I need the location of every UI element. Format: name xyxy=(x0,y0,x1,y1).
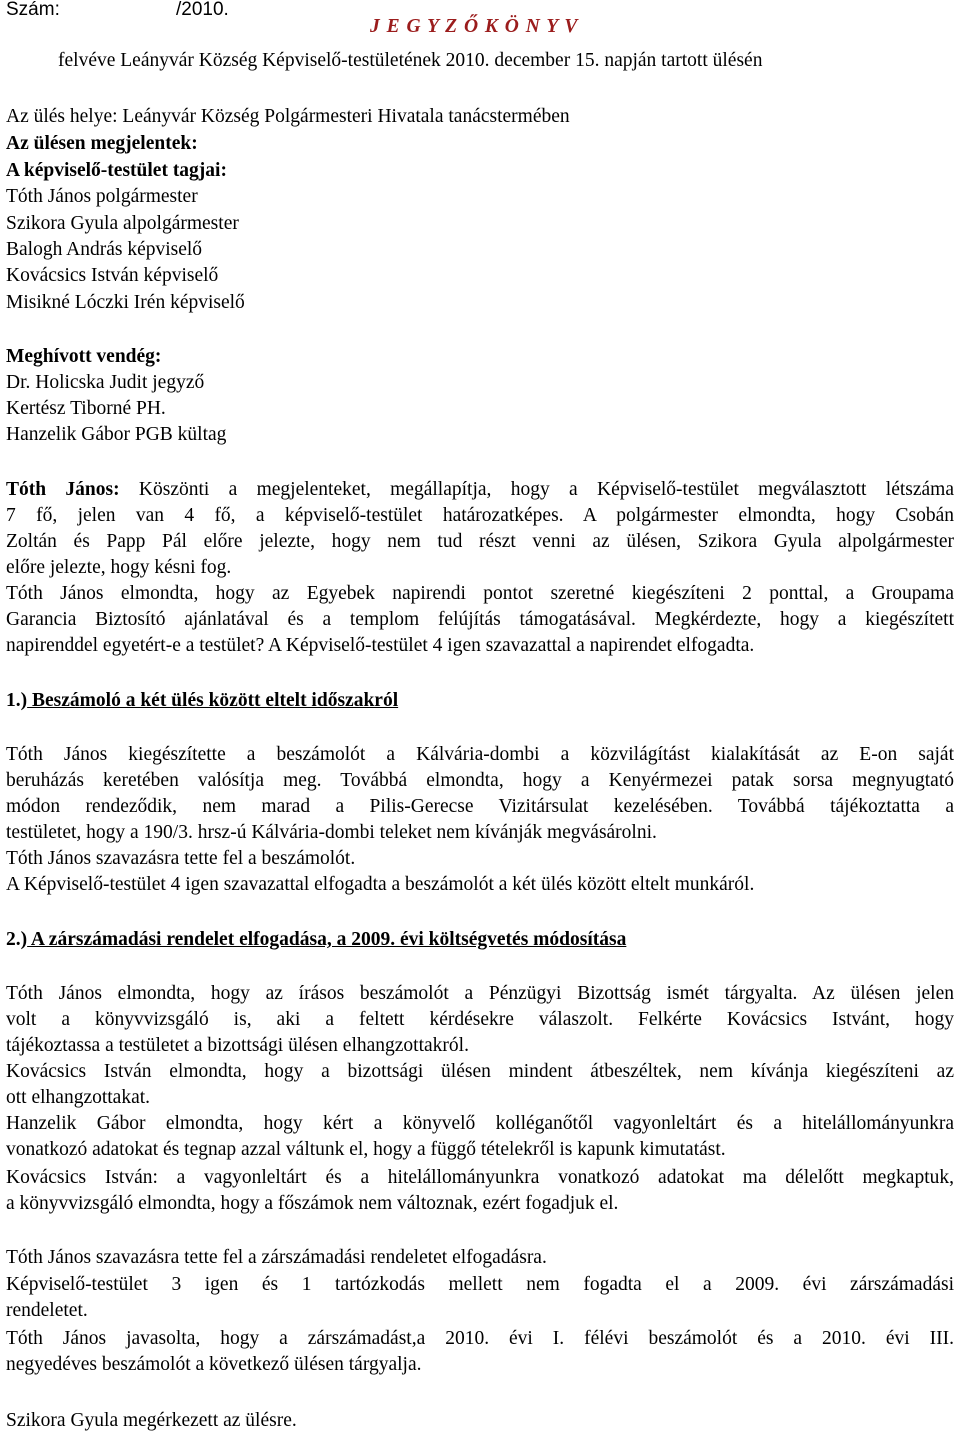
proposal-line: negyedéves beszámolót a következő ülésen tárgyalja. xyxy=(6,1354,422,1375)
section2-line: Tóth János elmondta, hogy az írásos beszámolót a Pénzügyi Bizottság ismét tárgyalta. Az ülésen jelen xyxy=(6,983,954,1004)
guests-heading: Meghívott vendég: xyxy=(6,346,162,367)
section2-line: ott elhangzottakat. xyxy=(6,1087,151,1108)
section1-line: Tóth János kiegészítette a beszámolót a Kálvária-dombi a közvilágítást kialakítását az E-on saját xyxy=(6,744,954,765)
section2-line: volt a könyvvizsgáló is, aki a feltett kérdésekre válaszolt. Felkérte Kovácsics Istvánt, hogy xyxy=(6,1009,954,1030)
section1-line: módon rendeződik, nem marad a Pilis-Gerecse Vizitársulat kezelésében. Továbbá tájékoztatta a xyxy=(6,796,954,817)
document-title: J E G Y Z Ő K Ö N Y V xyxy=(370,16,579,37)
number-label: Szám: xyxy=(6,0,60,20)
vote-line: Tóth János szavazásra tette fel a zárszámadási rendeletet elfogadásra. xyxy=(6,1247,547,1268)
intro-line: előre jelezte, hogy késni fog. xyxy=(6,557,232,578)
intro-line: napirenddel egyetért-e a testület? A Képviselő-testület 4 igen szavazattal a napirendet elfogadta. xyxy=(6,635,755,656)
present-heading: Az ülésen megjelentek: xyxy=(6,133,198,154)
member-item: Tóth János polgármester xyxy=(6,186,198,207)
vote-result-line: Képviselő-testület 3 igen és 1 tartózkodás mellett nem fogadta el a 2009. évi zárszámadási xyxy=(6,1274,954,1295)
intro-line: 7 fő, jelen van 4 fő, a képviselő-testület határozatképes. A polgármester elmondta, hogy Csobán xyxy=(6,505,954,526)
meeting-place: Az ülés helye: Leányvár Község Polgármesteri Hivatala tanácstermében xyxy=(6,106,570,127)
member-item: Misikné Lóczki Irén képviselő xyxy=(6,292,245,313)
speaker-label: Tóth János: xyxy=(6,479,120,500)
intro-line: Garancia Biztosító ajánlatával és a templom felújítás támogatásával. Megkérdezte, hogy a kiegészített xyxy=(6,609,954,630)
section2-heading: 2.) A zárszámadási rendelet elfogadása, a 2009. évi költségvetés módosítása xyxy=(6,929,627,950)
member-item: Kovácsics István képviselő xyxy=(6,265,219,286)
section2-line: Hanzelik Gábor elmondta, hogy kért a könyvelő kolléganőtől vagyonleltárt és a hitelállományunkra xyxy=(6,1113,954,1134)
intro-line: Zoltán és Papp Pál előre jelezte, hogy nem tud részt venni az ülésen, Szikora Gyula alpolgármester xyxy=(6,531,954,552)
intro-line: Tóth János elmondta, hogy az Egyebek napirendi pontot szeretné kiegészíteni 2 ponttal, a Groupama xyxy=(6,583,954,604)
guest-item: Kertész Tiborné PH. xyxy=(6,398,166,419)
document-subtitle: felvéve Leányvár Község Képviselő-testületének 2010. december 15. napján tartott ülésén xyxy=(58,50,763,71)
section1-line: testületet, hogy a 190/3. hrsz-ú Kálvária-dombi teleket nem kívánják megvásárolni. xyxy=(6,822,657,843)
member-item: Balogh András képviselő xyxy=(6,239,203,260)
section2-line: Kovácsics István: a vagyonleltárt és a hitelállományunkra vonatkozó adatokat ma délelőtt megkaptuk, xyxy=(6,1167,954,1188)
section1-heading: 1.) Beszámoló a két ülés között eltelt időszakról xyxy=(6,690,399,711)
proposal-line: Tóth János javasolta, hogy a zárszámadást,a 2010. évi I. félévi beszámolót és a 2010. évi III. xyxy=(6,1328,954,1349)
guest-item: Dr. Holicska Judit jegyző xyxy=(6,372,205,393)
members-heading: A képviselő-testület tagjai: xyxy=(6,160,227,181)
section2-line: tájékoztassa a testületet a bizottsági ülésen elhangzottakról. xyxy=(6,1035,469,1056)
number-year: /2010. xyxy=(176,0,229,20)
section1-line: A Képviselő-testület 4 igen szavazattal elfogadta a beszámolót a két ülés között eltelt munkáról. xyxy=(6,874,755,895)
vote-result-line: rendeletet. xyxy=(6,1300,88,1321)
arrival-note: Szikora Gyula megérkezett az ülésre. xyxy=(6,1410,297,1431)
intro-line-1: Tóth János: Köszönti a megjelenteket, megállapítja, hogy a Képviselő-testület megválasztott létszáma xyxy=(6,479,954,500)
section2-line: vonatkozó adatokat és tegnap azzal váltunk el, hogy a függő tételekről is kapunk kimutatást. xyxy=(6,1139,726,1160)
member-item: Szikora Gyula alpolgármester xyxy=(6,213,239,234)
section2-line: Kovácsics István elmondta, hogy a bizottsági ülésen mindent átbeszéltek, nem kívánja kiegészíteni az xyxy=(6,1061,954,1082)
section2-line: a könyvvizsgáló elmondta, hogy a főszámok nem változnak, ezért fogadjuk el. xyxy=(6,1193,619,1214)
section1-line: beruházás keretében valósítja meg. Továbbá elmondta, hogy a Kenyérmezei patak sorsa megnyugtató xyxy=(6,770,954,791)
section1-line: Tóth János szavazásra tette fel a beszámolót. xyxy=(6,848,356,869)
guest-item: Hanzelik Gábor PGB kültag xyxy=(6,424,227,445)
